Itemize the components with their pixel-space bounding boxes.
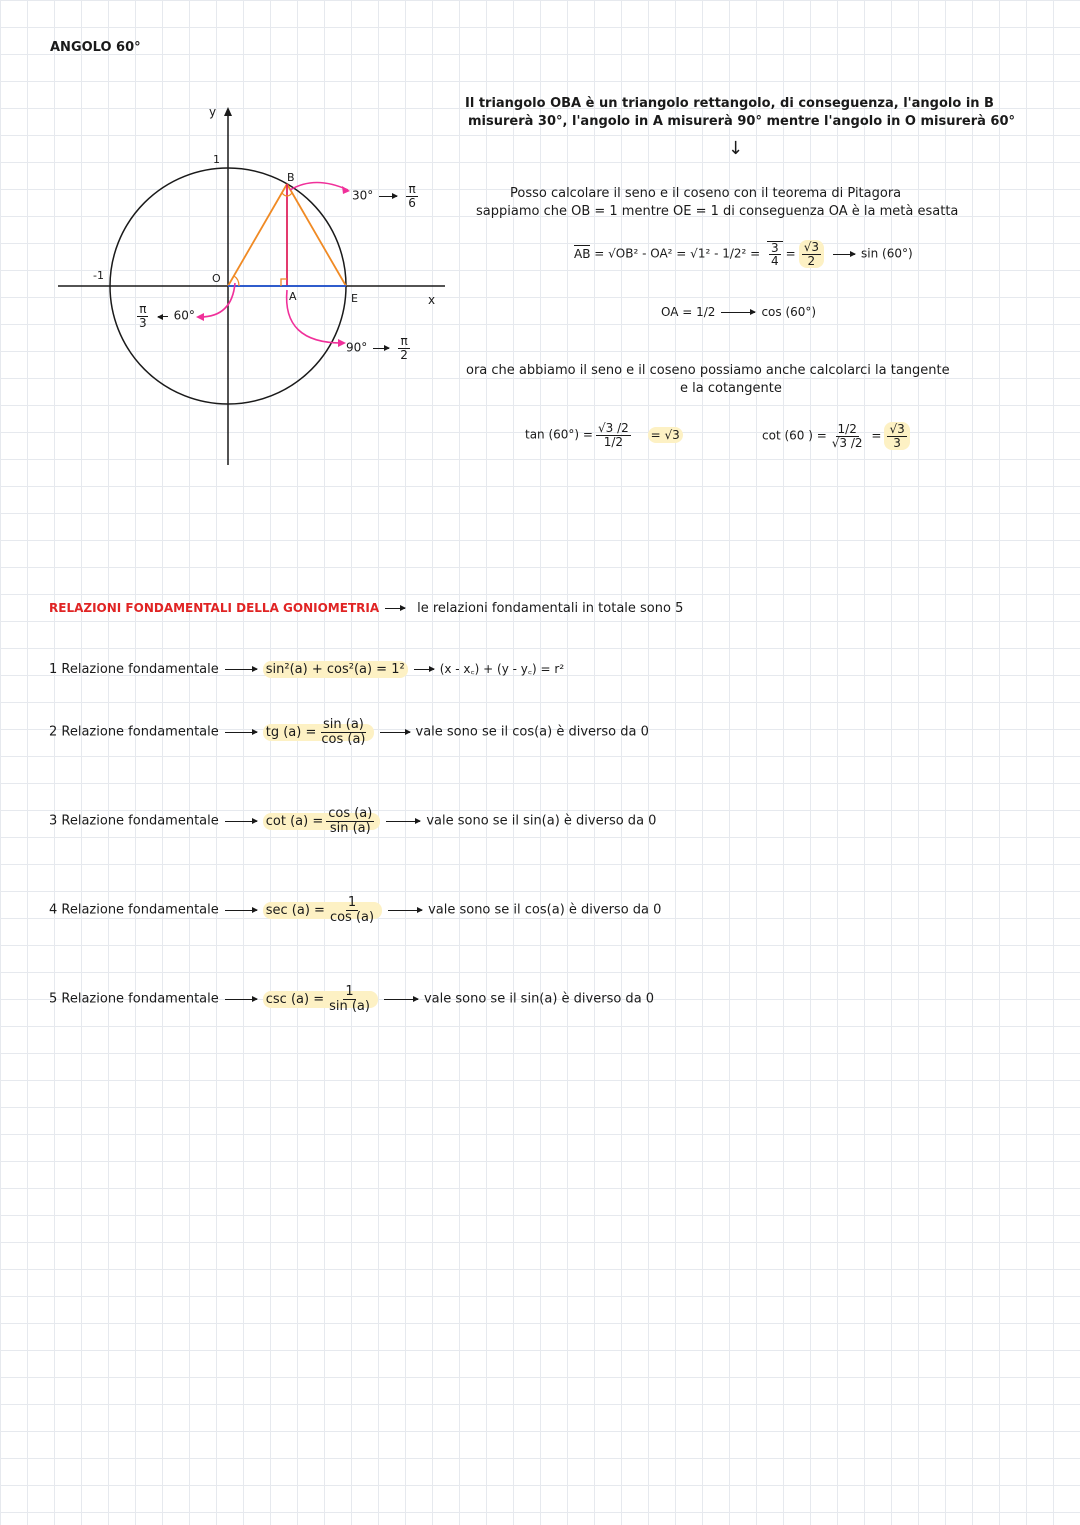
pi-6-fraction [406,183,418,209]
fraction-num: 1 [347,895,357,910]
tan-result: = √3 [648,427,683,443]
arrow-icon [373,348,389,349]
arrow-icon [158,316,168,317]
segment-ob [228,184,287,286]
explanation-line-2: misurerà 30°, l'angolo in A misurerà 90° mentre l'angolo in O misurerà 60° [468,114,1016,129]
fraction-num: π [400,334,408,348]
relation-4 [49,896,661,924]
point-a-label: A [289,290,297,303]
fraction-den: cos (a) [329,909,375,925]
one-label: 1 [213,153,220,166]
origin-label: O [212,272,221,285]
fraction-den: 6 [408,195,416,210]
arc-o-to-60 [200,283,235,317]
equals-sign: = [785,246,796,261]
arc-arrow-icon [196,313,204,321]
cot-fraction [830,423,865,449]
angle-90-value: 90° [346,340,368,355]
relation-note: vale sono se il sin(a) è diverso da 0 [426,813,657,829]
relation-formula [263,984,378,1014]
fraction-num: √3 [889,422,905,436]
x-axis-label: x [428,293,436,307]
arrow-icon [384,999,418,1000]
explanation-line-1: Il triangolo OBA è un triangolo rettangolo, di conseguenza, l'angolo in B [465,96,994,111]
cot-lhs: cot (60 ) = [762,428,827,443]
arrow-icon [386,821,420,822]
relation-label: 1 Relazione fondamentale [49,662,219,677]
segment-be [287,184,346,286]
fraction-den: 1/2 [603,434,624,449]
fraction-num: 3 [771,240,779,255]
relation-label: 2 Relazione fondamentale [49,724,219,740]
fraction-den: 2 [807,253,816,268]
fraction-num: 1 [345,984,354,999]
fraction-den: cos (a) [321,731,366,747]
relation-note: vale sono se il cos(a) è diverso da 0 [428,902,662,918]
arrow-icon [833,254,855,255]
explanation-line-5: ora che abbiamo il seno e il coseno possiamo anche calcolarci la tangente [466,363,950,378]
point-e-label: E [351,292,358,305]
relation-3 [49,807,656,835]
angle-60-note [134,303,195,329]
tan-lhs: tan (60°) = [525,427,593,442]
fraction-den: √3 /2 [831,435,863,450]
ab-computation [574,240,913,268]
arrow-icon [379,196,397,197]
relation-formula [263,895,382,925]
ab-expression: = √OB² - OA² = √1² - 1/2² = [590,246,765,261]
relation-lhs: tg (a) = [265,724,317,740]
down-arrow-icon: ↓ [728,138,744,159]
relation-note: vale sono se il sin(a) è diverso da 0 [423,991,655,1007]
fraction-num: sin (a) [323,717,364,732]
fraction-den: 3 [139,315,147,330]
oa-value: OA = 1/2 [661,305,716,319]
fraction-den: sin (a) [329,998,370,1014]
cot-computation [762,422,913,450]
ab-result-fraction [799,240,824,268]
fraction-num: cos (a) [328,806,373,821]
fraction-num: √3 /2 [597,421,629,435]
relation-formula: sin²(a) + cos²(a) = 1² [263,661,408,678]
arrow-icon [388,910,422,911]
fraction-den: sin (a) [329,820,371,836]
relation-2 [49,718,649,746]
fraction-den: 3 [893,435,901,450]
relation-label: 5 Relazione fondamentale [49,991,219,1007]
arrow-icon [225,669,257,670]
ab-sqrt-fraction [767,241,783,268]
arc-arrow-icon [338,339,346,347]
relation-lhs: sec (a) = [265,902,325,918]
relation-formula [263,806,381,836]
relation-fraction [327,985,372,1013]
pi-2-fraction [398,335,410,361]
relation-1 [49,660,564,677]
y-axis-label: y [209,105,217,119]
angle-60-value: 60° [173,308,195,323]
pi-3-fraction [137,303,149,329]
oa-computation [661,305,816,319]
unit-circle-diagram [50,95,450,475]
fraction-num: π [408,182,416,196]
arrow-icon [225,999,257,1000]
relation-5 [49,985,654,1013]
relation-label: 4 Relazione fondamentale [49,902,219,918]
arrow-icon [385,608,405,609]
arrow-icon [721,312,755,313]
explanation-line-6: e la cotangente [680,381,782,396]
arc-b-to-30 [290,183,348,191]
arrow-icon [225,910,257,911]
relations-heading: RELAZIONI FONDAMENTALI DELLA GONIOMETRIA [49,601,380,615]
fraction-num: 1/2 [837,422,857,436]
relation-fraction [326,807,374,835]
relation-fraction [319,718,367,746]
cot-result-fraction [884,422,909,450]
sin-60-label: sin (60°) [861,246,913,261]
arrow-icon [225,732,257,733]
explanation-line-4: sappiamo che OB = 1 mentre OE = 1 di conseguenza OA è la metà esatta [476,204,959,219]
relations-heading-note: le relazioni fondamentali in totale sono 5 [417,601,684,616]
fraction-num: π [139,302,147,316]
arrow-icon [414,669,434,670]
relation-label: 3 Relazione fondamentale [49,813,219,829]
equals-sign: = [871,428,882,443]
relation-formula [263,717,374,747]
relation-note: vale sono se il cos(a) è diverso da 0 [415,724,649,740]
relation-fraction [328,896,376,924]
arrow-icon [225,821,257,822]
relation-note: (x - x꜀) + (y - y꜀) = r² [439,662,565,676]
arrow-icon [380,732,410,733]
angle-90-note [346,335,413,361]
relations-heading-row [49,601,683,616]
explanation-line-3: Posso calcolare il seno e il coseno con il teorema di Pitagora [510,186,902,201]
tan-computation [525,422,683,448]
y-axis-arrow-icon [224,107,232,116]
page-title: ANGOLO 60° [50,40,141,55]
relation-lhs: cot (a) = [265,813,324,829]
ab-label: AB [574,246,591,261]
tan-fraction [596,422,631,448]
fraction-den: 4 [771,254,779,269]
angle-30-value: 30° [352,188,374,203]
point-b-label: B [287,171,295,184]
relation-lhs: csc (a) = [265,991,325,1007]
fraction-num: √3 [803,240,820,254]
minus-one-label: -1 [93,269,104,282]
cos-60-label: cos (60°) [761,305,817,319]
angle-30-note [352,183,421,209]
fraction-den: 2 [400,347,408,362]
arc-arrow-icon [342,186,350,194]
